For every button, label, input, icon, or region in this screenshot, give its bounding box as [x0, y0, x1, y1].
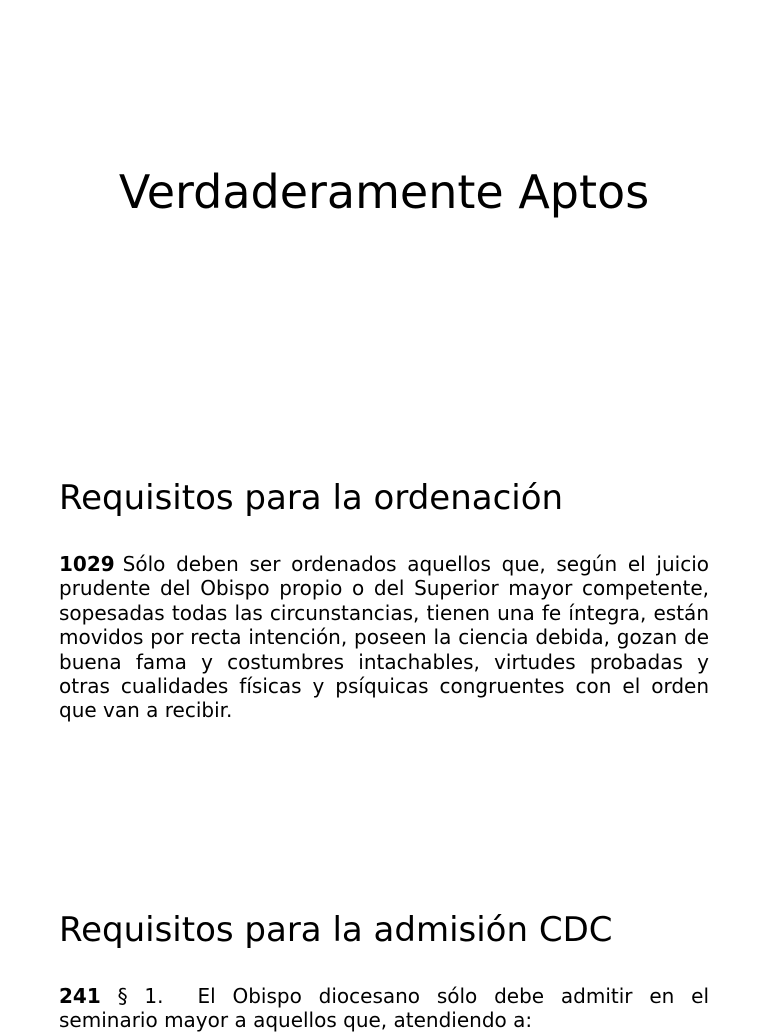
canon-paragraph: [59, 552, 709, 723]
slide-title: Verdaderamente Aptos: [118, 165, 650, 219]
section-requisitos-ordenacion: [59, 476, 709, 723]
canon-body: El Obispo diocesano sólo debe admitir en el seminario mayor a aquellos que, atendiendo a:: [59, 984, 710, 1033]
canon-number: 241: [59, 984, 101, 1008]
section-heading: Requisitos para la ordenación: [59, 478, 564, 518]
canon-number: 1029: [59, 552, 115, 576]
section-heading: Requisitos para la admisión CDC: [59, 910, 613, 950]
section-requisitos-admision: [59, 908, 709, 1033]
canon-body: Sólo deben ser ordenados aquellos que, según el juicio prudente del Obispo propio o del Superior mayor competente, sopesadas todas las circunstancias, tienen una fe íntegra, están movidos por recta intención, poseen la ciencia debida, gozan de buena fama y costumbres intachables, virtudes probadas y otras cualidades físicas y psíquicas congruentes con el orden que van a recibir.: [59, 552, 709, 723]
canon-section-marker: § 1.: [117, 984, 164, 1008]
canon-paragraph: [59, 984, 709, 1033]
